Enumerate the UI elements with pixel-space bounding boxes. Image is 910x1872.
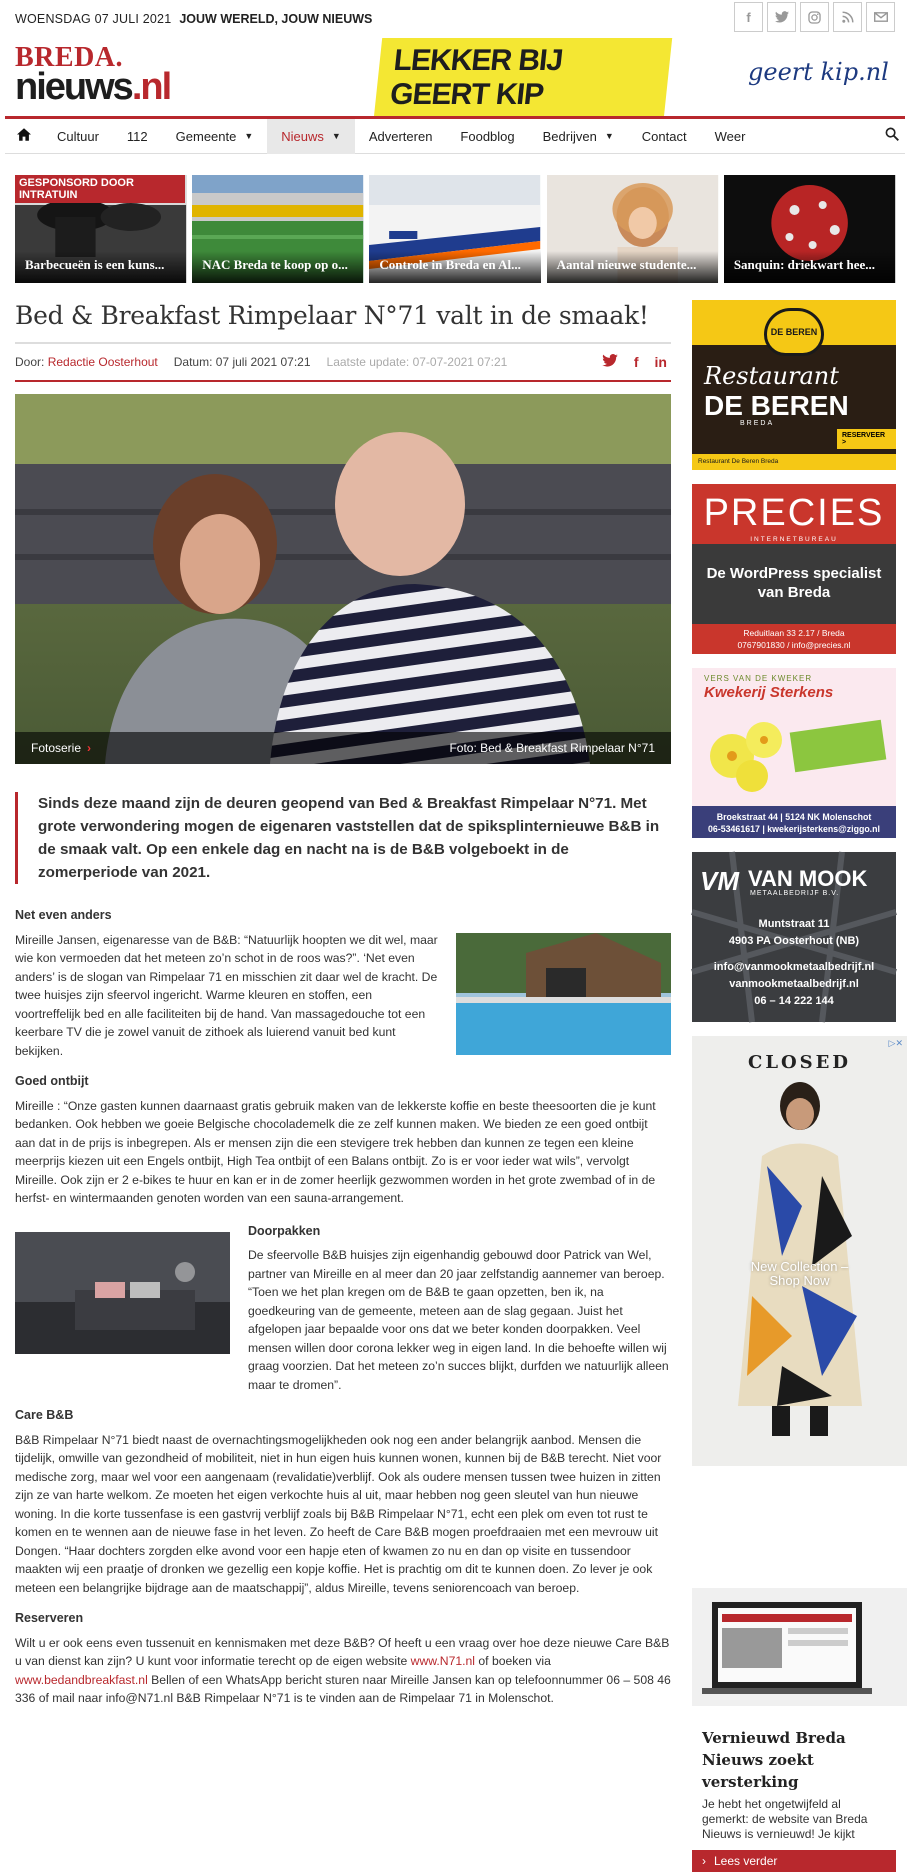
section-title: Doorpakken bbox=[248, 1223, 321, 1238]
banner-headline: LEKKER BIJ GEERT KIP bbox=[374, 38, 672, 118]
teaser-card[interactable] bbox=[724, 175, 895, 283]
teaser-strip bbox=[15, 175, 895, 283]
vanmook-name: VAN MOOK bbox=[748, 866, 868, 891]
chevron-right-icon: › bbox=[702, 1854, 706, 1868]
sterkens-name: Kwekerij Sterkens bbox=[704, 684, 834, 701]
chevron-down-icon: ▼ bbox=[604, 131, 614, 141]
vanmook-phone: 06 – 14 222 144 bbox=[754, 995, 834, 1007]
vanmook-logo-icon: VM bbox=[700, 866, 739, 896]
nav-item-gemeente[interactable]: Gemeente ▼ bbox=[175, 128, 254, 144]
bedroom-image bbox=[15, 1232, 230, 1354]
closed-cta bbox=[692, 1260, 907, 1288]
beren-logo: DE BEREN bbox=[764, 308, 824, 356]
section-text: De sfeervolle B&B huisjes zijn eigenhandig gebouwd door Patrick van Wel, partner van Mireille en al meer dan 20 jaar zelfstandig aannemer van beroep. “Toen we het plan kregen om de B&B te gaan opzetten, ben ik, na goedkeuring van de gemeente, meteen aan de slag gegaan. Juist het afgelopen jaar bepaalde voor ons dat we beter konden doorpakken. Veel mensen willen door corona lekker weg in eigen land. In die behoefte willen wij graag voorzien. Dat het meteen zo’n succes blijkt, durfden we natuurlijk alleen maar te dromen”. bbox=[248, 1248, 669, 1392]
closed-brand: CLOSED bbox=[748, 1052, 851, 1073]
article-date: Datum: 07 juli 2021 07:21 bbox=[173, 355, 311, 369]
vanmook-contact bbox=[692, 916, 896, 1010]
read-more-label: Lees verder bbox=[714, 1854, 778, 1868]
n71-link[interactable]: www.N71.nl bbox=[410, 1654, 476, 1668]
flower-image bbox=[692, 706, 896, 796]
teaser-title: Barbecueën is een kuns... bbox=[15, 251, 186, 283]
article-meta bbox=[15, 344, 671, 382]
header-ad-banner[interactable] bbox=[378, 44, 668, 111]
section-text: Wilt u er ook eens even tussenuit en kennismaken met deze B&B? Of heeft u een vraag over hoe deze nieuwe Care B&B u van dienst kan zijn? U kunt voor informatie terecht op de eigen website www.N71.nl of boeken via www.bedandbreakfast.nl Bellen of een WhatsApp bericht sturen naar Mireille Jansen kan op telefoonnummer 06 – 508 46 336 of mail naar info@N71.nl B&B Rimpelaar N°71 is te vinden aan de Rimpelaar 71 in Molenschot. bbox=[15, 1635, 671, 1705]
promo-body bbox=[692, 1711, 896, 1842]
section-net-even-anders bbox=[15, 906, 671, 1060]
nav-item-bedrijven[interactable]: Bedrijven ▼ bbox=[542, 128, 614, 144]
chevron-down-icon: ▼ bbox=[244, 131, 254, 141]
reserveer-button: RESERVEER > bbox=[837, 429, 896, 449]
article-title: Bed & Breakfast Rimpelaar N°71 valt in de smaak! bbox=[15, 298, 671, 344]
section-title: Net even anders bbox=[15, 908, 112, 922]
promo-card bbox=[692, 1588, 896, 1872]
hero-image bbox=[15, 394, 671, 764]
main-nav bbox=[5, 116, 905, 154]
site-slogan: JOUW WERELD, JOUW NIEUWS bbox=[179, 12, 373, 26]
nav-item-cultuur[interactable]: Cultuur bbox=[57, 128, 99, 144]
ad-closed[interactable] bbox=[692, 1036, 907, 1466]
sterkens-address: Broekstraat 44 | 5124 NK Molenschot bbox=[716, 812, 872, 822]
author-prefix: Door: bbox=[15, 355, 45, 369]
teaser-title: NAC Breda te koop op o... bbox=[192, 251, 363, 283]
beren-city: BREDA bbox=[740, 420, 775, 427]
vanmook-sub: METAALBEDRIJF B.V. bbox=[750, 890, 840, 897]
section-text: Mireille : “Onze gasten kunnen daarnaast gratis gebruik maken van de lekkerste koffie en beste theesoorten die je kunt bedanken. Ook hebben we goeie Belgische chocolademelk die ze zelf kunnen maken. We bieden ze een goed ontbijt aan dat in de prijs is inbegrepen. Als er mensen zijn die een stevigere trek hebben dan kunnen ze tegen een kleine meerprijs kiezen uit een Engels ontbijt, High Tea ontbijt of een Balans ontbijt. Zo is er voor ieder wat wils”, vervolgt Mireille. Ook zijn er 2 e-bikes te huur en kan er in de zomer heerlijk gezwommen worden in het grote zwembad of in de herfst- en wintermaanden genoten worden van een sauna-arrangement. bbox=[15, 1098, 656, 1205]
sponsored-label: GESPONSORD DOOR INTRATUIN bbox=[15, 175, 185, 203]
beren-name: DE BEREN bbox=[704, 390, 849, 421]
adchoices-icon[interactable]: ▷✕ bbox=[888, 1038, 903, 1048]
site-logo[interactable] bbox=[15, 42, 195, 108]
article bbox=[15, 298, 671, 1708]
promo-title: Vernieuwd Breda Nieuws zoekt versterking bbox=[702, 1729, 846, 1791]
ad-kwekerij-sterkens[interactable] bbox=[692, 668, 896, 838]
section-title: Goed ontbijt bbox=[15, 1074, 89, 1088]
share-buttons bbox=[602, 354, 667, 370]
section-reserveren bbox=[15, 1609, 671, 1708]
top-bar bbox=[15, 0, 895, 38]
promo-text: Je hebt het ongetwijfeld al gemerkt: de website van Breda Nieuws is vernieuwd! Je kijkt bbox=[702, 1797, 868, 1841]
section-title: Reserveren bbox=[15, 1611, 84, 1625]
sidebar bbox=[692, 300, 903, 1480]
instagram-icon[interactable] bbox=[800, 2, 829, 32]
precies-name: PRECIES bbox=[703, 492, 885, 534]
home-icon[interactable] bbox=[5, 128, 43, 144]
teaser-card[interactable] bbox=[369, 175, 540, 283]
linkedin-icon[interactable]: in bbox=[654, 354, 667, 370]
closed-cta-line2: Shop Now bbox=[769, 1273, 830, 1288]
logo-bottom-text: nieuws.nl bbox=[15, 66, 171, 108]
vanmook-street: Muntstraat 11 bbox=[758, 918, 830, 930]
precies-tagline: De WordPress specialist van Breda bbox=[706, 565, 882, 601]
chevron-down-icon: ▼ bbox=[331, 131, 341, 141]
laptop-image bbox=[692, 1588, 907, 1706]
teaser-card[interactable] bbox=[547, 175, 718, 283]
article-updated: Laatste update: 07-07-2021 07:21 bbox=[326, 355, 508, 369]
nav-item-foodblog[interactable]: Foodblog bbox=[460, 128, 515, 144]
teaser-title: Aantal nieuwe studente... bbox=[547, 251, 718, 283]
precies-address: Reduitlaan 33 2.17 / Breda bbox=[743, 628, 845, 638]
photo-caption-bar bbox=[15, 732, 671, 764]
nav-item-contact[interactable]: Contact bbox=[641, 128, 687, 144]
author-link[interactable]: Redactie Oosterhout bbox=[47, 355, 158, 369]
teaser-card[interactable] bbox=[15, 175, 186, 283]
vanmook-email: info@vanmookmetaalbedrijf.nl bbox=[713, 961, 875, 973]
ad-de-beren[interactable] bbox=[692, 300, 896, 470]
ad-precies[interactable] bbox=[692, 484, 896, 654]
twitter-icon[interactable] bbox=[767, 2, 796, 32]
facebook-icon[interactable]: f bbox=[734, 2, 763, 32]
closed-cta-line1: New Collection – bbox=[750, 1259, 849, 1274]
section-title: Care B&B bbox=[15, 1408, 74, 1422]
beren-footer: Restaurant De Beren Breda bbox=[692, 454, 896, 470]
nav-item-112[interactable]: 112 bbox=[126, 128, 148, 144]
section-goed-ontbijt bbox=[15, 1072, 671, 1208]
article-lead: Sinds deze maand zijn de deuren geopend van Bed & Breakfast Rimpelaar N°71. Met grote verwondering mogen de eigenaren vaststellen dat de spiksplinternieuwe B&B in de smaak valt. Op een enkele dag en nacht na is de B&B volgeboekt in de zomerperiode van 2021. bbox=[15, 792, 671, 884]
search-icon[interactable] bbox=[885, 127, 901, 143]
bedandbreakfast-link[interactable]: www.bedandbreakfast.nl bbox=[15, 1672, 148, 1687]
pool-image bbox=[456, 933, 671, 1055]
facebook-icon[interactable]: f bbox=[633, 354, 639, 370]
section-care-bb bbox=[15, 1406, 671, 1597]
sterkens-contact: 06-53461617 | kwekerijsterkens@ziggo.nl bbox=[708, 824, 880, 834]
chevron-right-icon: › bbox=[87, 741, 92, 755]
sterkens-footer bbox=[692, 806, 896, 838]
beren-restaurant: Restaurant bbox=[704, 362, 839, 390]
vanmook-site: vanmookmetaalbedrijf.nl bbox=[729, 978, 859, 990]
rss-icon[interactable] bbox=[833, 2, 862, 32]
precies-contact: 0767901830 / info@precies.nl bbox=[737, 640, 851, 650]
ad-van-mook[interactable] bbox=[692, 852, 896, 1022]
teaser-title: Controle in Breda en Al... bbox=[369, 251, 540, 283]
twitter-icon[interactable] bbox=[602, 354, 618, 370]
nav-item-weer[interactable]: Weer bbox=[714, 128, 746, 144]
teaser-title: Sanquin: driekwart hee... bbox=[724, 251, 895, 283]
section-text: B&B Rimpelaar N°71 biedt naast de overnachtingsmogelijkheden ook nog een ander belangrijk aanbod. Mensen die tijdelijk, omwille van gezondheid of mobiliteit, niet in hun eigen huis kunnen wonen, kunnen bij de B&B terecht. Niet voor medische zorg, maar wel voor een aangenaam (revalidatie)verblijf. Ook als oudere mensen tussen twee huizen in zitten zijn ze van harte welkom. Ze moeten het eigen verkochte huis al uit, maar hebben nog geen sleutel van hun nieuwe woning. In die korte tussenfase is een gastvrij verblijf zoals bij B&B Rimpelaar N°71, echt een plek om even tot rust te komen en te wennen aan de nieuwe fase in het leven. Zo heeft de Care B&B mogen proefdraaien met een mevrouw uit Dongen. “Haar dochters zorgden elke avond voor een hapje eten of kwamen zo nu en dan op visite en tussendoor maakten wij een praatje of dronken we gezellig een kopje koffie. Het is prachtig om dit te kunnen doen. Zo lever je ook meteen een belangrijke bijdrage aan de maatschappij”, aldus Mireille, tevens seniorencoach van beroep. bbox=[15, 1432, 662, 1595]
section-doorpakken bbox=[15, 1222, 671, 1395]
photo-series-link[interactable]: Fotoserie › bbox=[31, 741, 92, 755]
nav-item-nieuws[interactable]: Nieuws ▼ bbox=[267, 119, 355, 154]
banner-brand[interactable]: geert kip.nl bbox=[748, 58, 889, 86]
hero-photo[interactable] bbox=[15, 394, 671, 764]
teaser-card[interactable] bbox=[192, 175, 363, 283]
read-more-button[interactable] bbox=[692, 1850, 896, 1872]
nav-item-adverteren[interactable]: Adverteren bbox=[368, 128, 433, 144]
sterkens-pre: VERS VAN DE KWEKER bbox=[704, 674, 813, 683]
social-links bbox=[730, 2, 895, 32]
precies-sub: INTERNETBUREAU bbox=[750, 536, 838, 543]
logo-top-text: BREDA. bbox=[15, 42, 124, 73]
mail-icon[interactable] bbox=[866, 2, 895, 32]
photo-credit: Foto: Bed & Breakfast Rimpelaar N°71 bbox=[449, 741, 655, 755]
section-text: Mireille Jansen, eigenaresse van de B&B: “Natuurlijk hoopten we dit wel, maar wie kon vermoeden dat het meteen zo’n schot in de roos was?”. ‘Net even anders’ is de slogan van Rimpelaar 71 en misschien zit daar wel de kracht. De twee huisjes zijn sfeervol ingericht. Warme kleuren en stoffen, een voortreffelijk bed en alle faciliteiten bij de hand. Van massagedouche tot een keerbare TV die je zowel vanuit de zithoek als luierend vanuit bed kunt bekijken. bbox=[15, 932, 438, 1058]
current-date: WOENSDAG 07 JULI 2021 bbox=[15, 12, 172, 26]
vanmook-city: 4903 PA Oosterhout (NB) bbox=[728, 935, 860, 947]
